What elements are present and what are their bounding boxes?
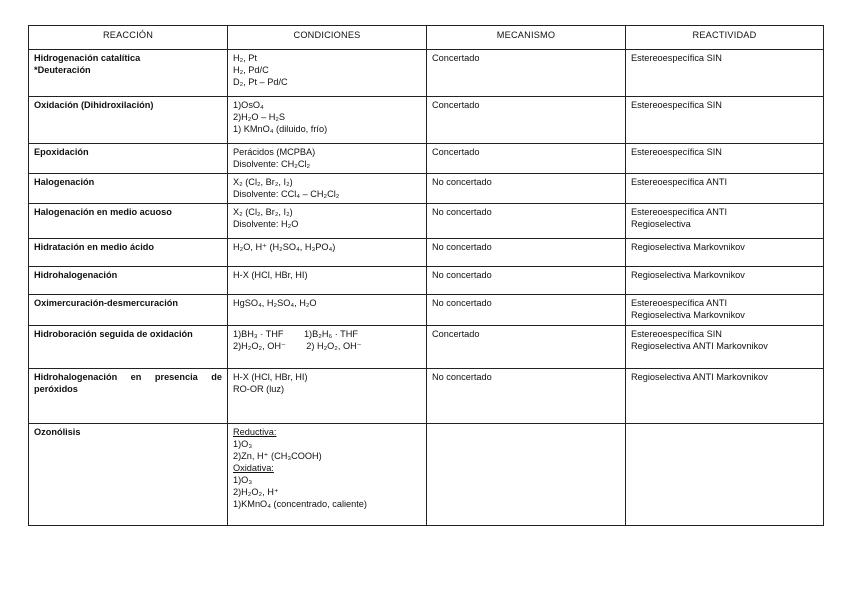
reactivity-cell: Estereoespecífica SIN (626, 144, 824, 174)
reaction-name-cell: Hidrohalogenación en presencia de peróxidos (29, 369, 228, 424)
reaction-name-cell: Hidratación en medio ácido (29, 239, 228, 267)
conditions-cell: X₂ (Cl₂, Br₂, I₂) Disolvente: H₂O (228, 204, 427, 239)
mechanism-cell: Concertado (427, 50, 626, 97)
reaction-name-cell: Hidrohalogenación (29, 267, 228, 295)
header-condiciones: CONDICIONES (228, 26, 427, 50)
conditions-cell: X₂ (Cl₂, Br₂, I₂) Disolvente: CCl₄ – CH₂Cl₂ (228, 174, 427, 204)
mechanism-cell: No concertado (427, 369, 626, 424)
reaction-name-cell: Hidrogenación catalítica *Deuteración (29, 50, 228, 97)
table-row (29, 204, 824, 239)
reaction-name-cell: Ozonólisis (29, 424, 228, 526)
reactivity-cell (626, 424, 824, 526)
conditions-cell: 1)BH₃ · THF 1)B₂H₆ · THF 2)H₂O₂, OH⁻ 2) H₂O₂, OH⁻ (228, 326, 427, 369)
mechanism-cell: Concertado (427, 97, 626, 144)
reactivity-cell: Estereoespecífica SIN (626, 50, 824, 97)
table-row (29, 295, 824, 326)
table-row (29, 174, 824, 204)
conditions-cell: Perácidos (MCPBA) Disolvente: CH₂Cl₂ (228, 144, 427, 174)
conditions-cell: H-X (HCl, HBr, HI) RO-OR (luz) (228, 369, 427, 424)
reactivity-cell: Estereoespecífica ANTI (626, 174, 824, 204)
table-row (29, 369, 824, 424)
conditions-cell: HgSO₄, H₂SO₄, H₂O (228, 295, 427, 326)
mechanism-cell: Concertado (427, 144, 626, 174)
mechanism-cell: Concertado (427, 326, 626, 369)
table-row (29, 97, 824, 144)
conditions-cell: H-X (HCl, HBr, HI) (228, 267, 427, 295)
reactivity-cell: Regioselectiva Markovnikov (626, 239, 824, 267)
reactivity-cell: Regioselectiva Markovnikov (626, 267, 824, 295)
table-row (29, 424, 824, 526)
reactions-table (28, 25, 824, 526)
mechanism-cell (427, 424, 626, 526)
reaction-name-cell: Halogenación (29, 174, 228, 204)
mechanism-cell: No concertado (427, 204, 626, 239)
reaction-name-cell: Oxidación (Dihidroxilación) (29, 97, 228, 144)
table-row (29, 144, 824, 174)
header-row (29, 26, 824, 50)
oxidativa-subheading: Oxidativa: (233, 463, 274, 473)
conditions-cell: H₂O, H⁺ (H₂SO₄, H₃PO₄) (228, 239, 427, 267)
table-row (29, 326, 824, 369)
reductiva-subheading: Reductiva: (233, 427, 277, 437)
table-row (29, 267, 824, 295)
conditions-cell: 1)OsO₄ 2)H₂O – H₂S 1) KMnO₄ (diluido, frío) (228, 97, 427, 144)
header-mecanismo: MECANISMO (427, 26, 626, 50)
header-reaccion: REACCIÓN (29, 26, 228, 50)
table-row (29, 50, 824, 97)
conditions-cell: Reductiva: 1)O₃ 2)Zn, H⁺ (CH₃COOH) Oxidativa: 1)O₃ 2)H₂O₂, H⁺ 1)KMnO₄ (concentrado, caliente) (228, 424, 427, 526)
reactivity-cell: Regioselectiva ANTI Markovnikov (626, 369, 824, 424)
conditions-cell: H₂, Pt H₂, Pd/C D₂, Pt – Pd/C (228, 50, 427, 97)
reaction-name-cell: Epoxidación (29, 144, 228, 174)
mechanism-cell: No concertado (427, 239, 626, 267)
mechanism-cell: No concertado (427, 174, 626, 204)
reaction-name-cell: Halogenación en medio acuoso (29, 204, 228, 239)
reactivity-cell: Estereoespecífica ANTI Regioselectiva Markovnikov (626, 295, 824, 326)
reaction-name-cell: Hidroboración seguida de oxidación (29, 326, 228, 369)
mechanism-cell: No concertado (427, 295, 626, 326)
reactivity-cell: Estereoespecífica SIN Regioselectiva ANTI Markovnikov (626, 326, 824, 369)
header-reactividad: REACTIVIDAD (626, 26, 824, 50)
mechanism-cell: No concertado (427, 267, 626, 295)
reactivity-cell: Estereoespecífica ANTI Regioselectiva (626, 204, 824, 239)
reactivity-cell: Estereoespecífica SIN (626, 97, 824, 144)
reaction-name-cell: Oximercuración-desmercuración (29, 295, 228, 326)
table-row (29, 239, 824, 267)
